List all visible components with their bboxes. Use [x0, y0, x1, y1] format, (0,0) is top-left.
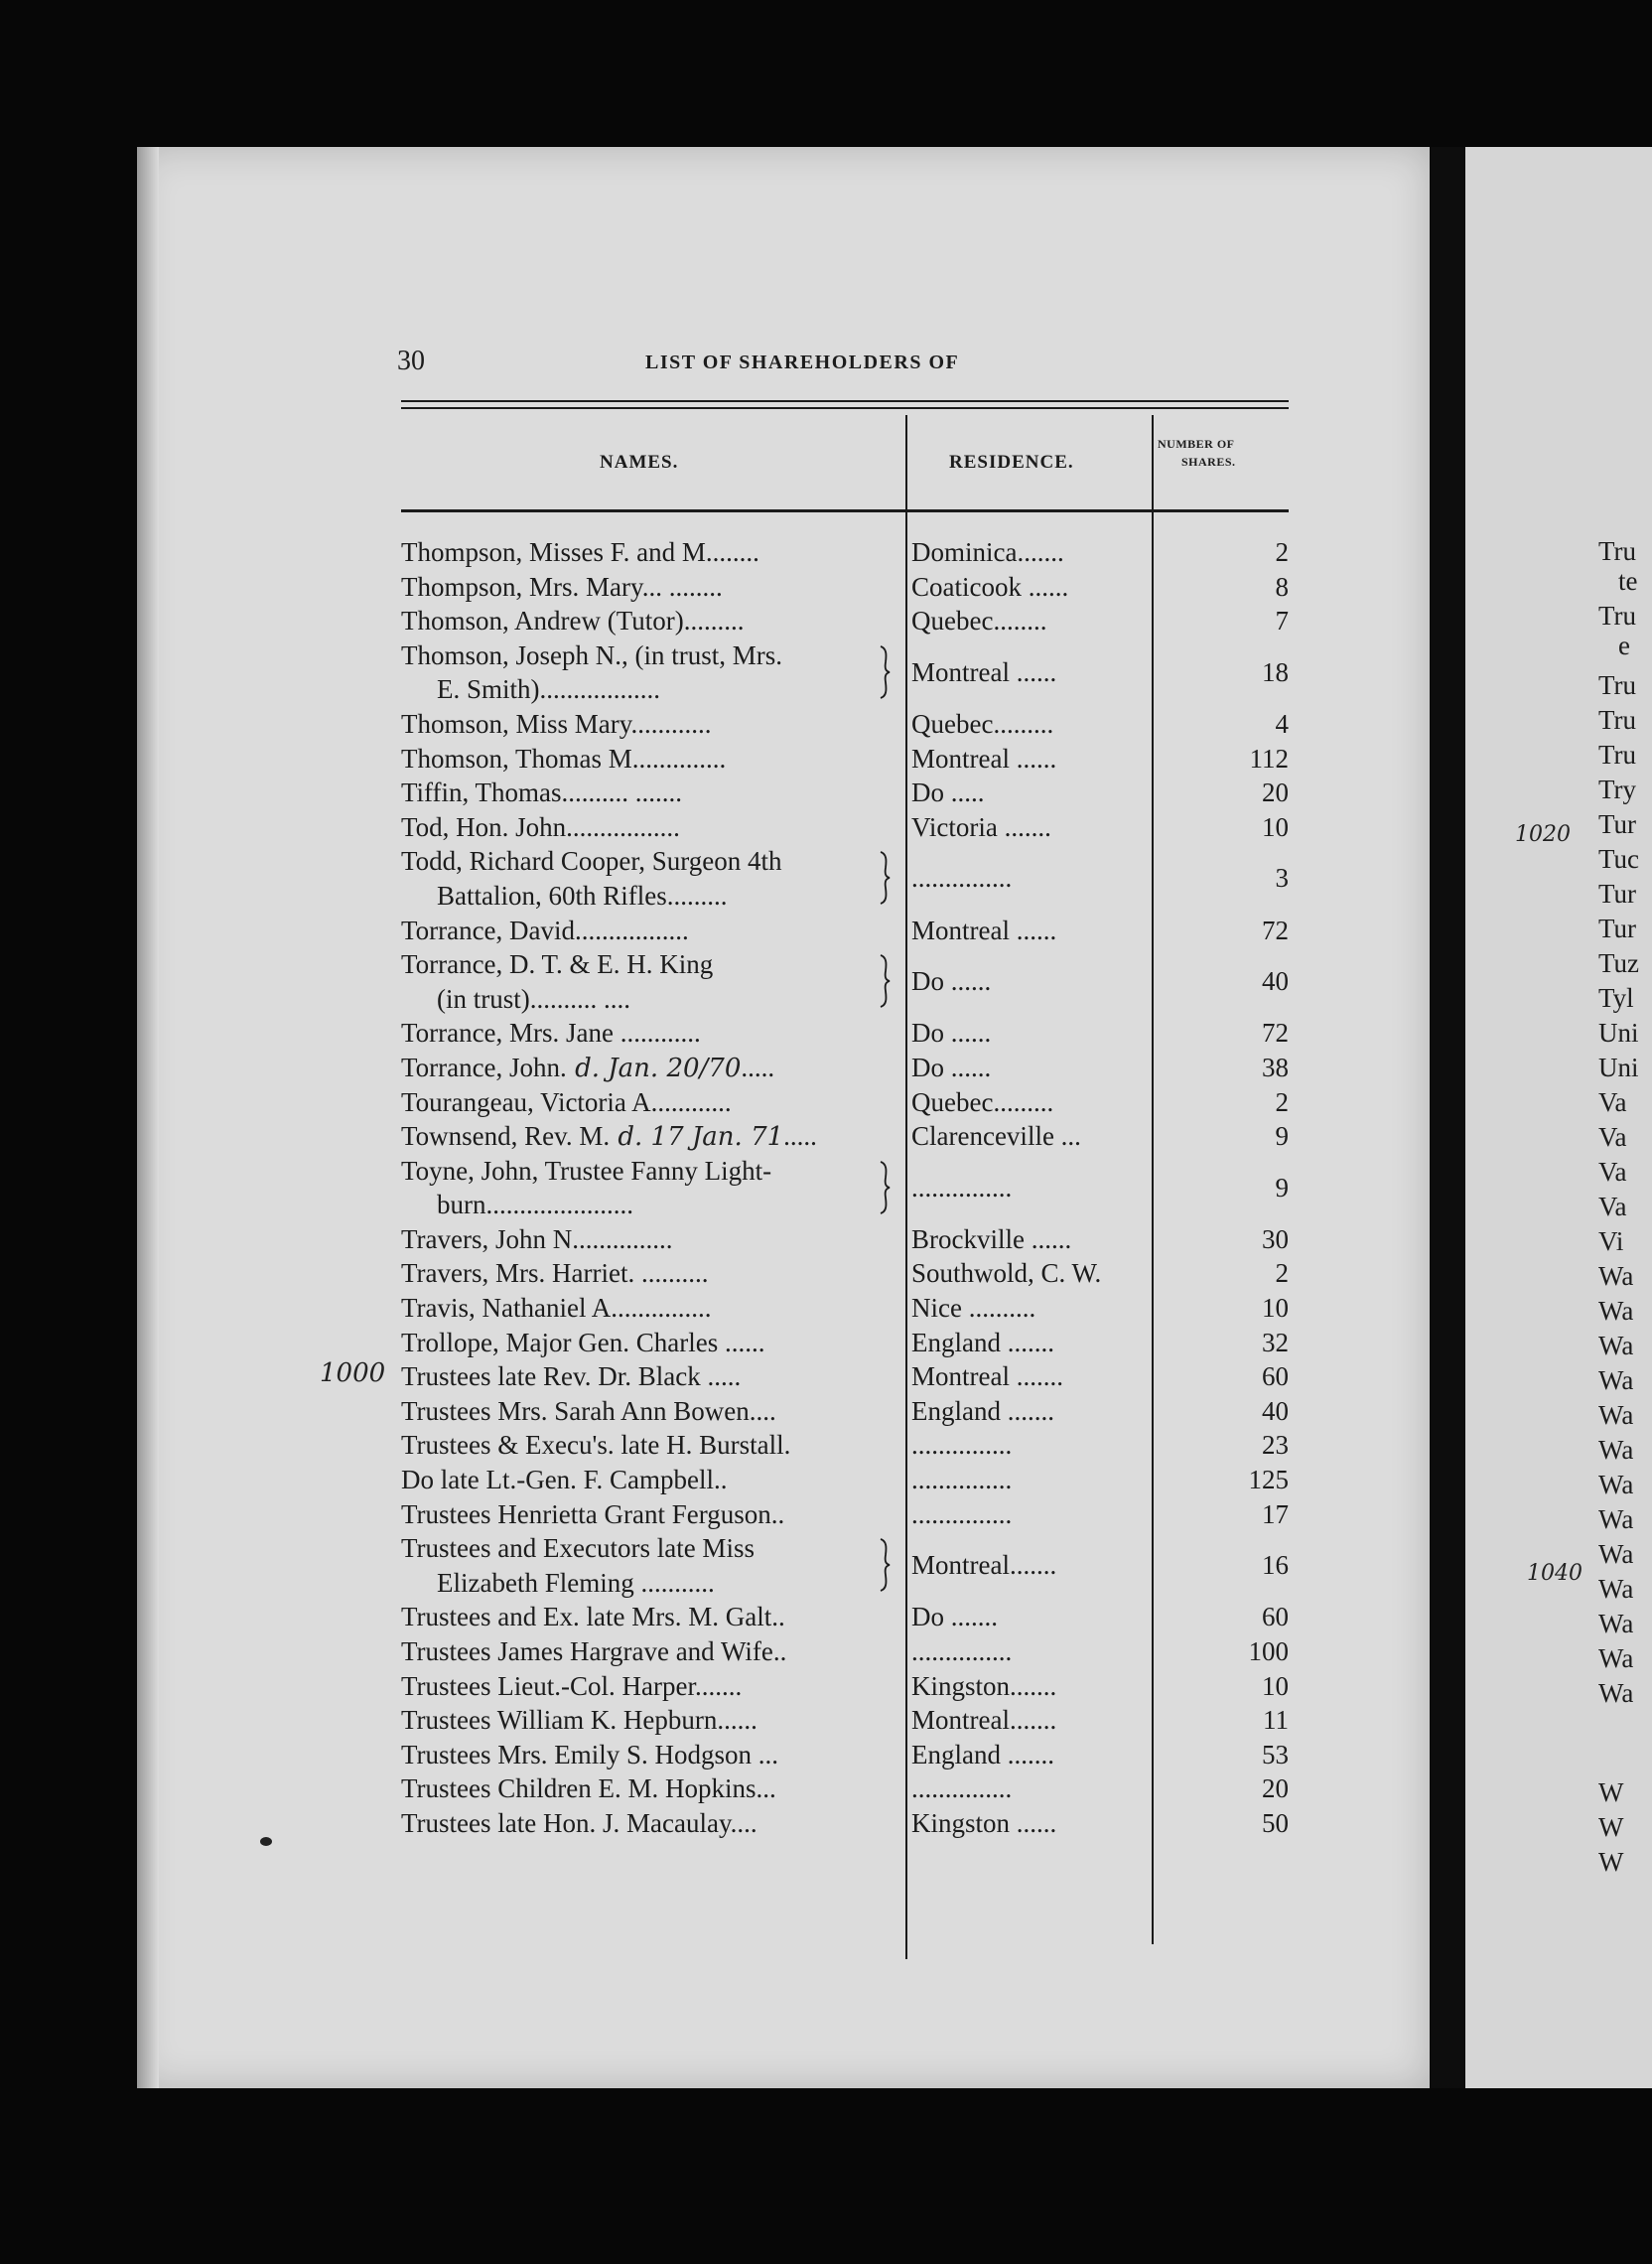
facing-page-fragment: Wa [1598, 1539, 1634, 1569]
name-text: Thompson, Misses F. and M........ [401, 537, 759, 567]
shareholder-name [401, 1703, 905, 1738]
table-row [397, 1154, 1291, 1222]
facing-page-fragment: Vi [1598, 1226, 1624, 1256]
residence: Montreal....... [911, 1705, 1057, 1736]
facing-page-fragment: W [1598, 1847, 1624, 1877]
table-row [397, 844, 1291, 913]
facing-page-fragment: Wa [1598, 1365, 1634, 1395]
residence: ............... [911, 1172, 1013, 1203]
number-of-shares: 125 [1248, 1465, 1289, 1495]
table-row [397, 1085, 1291, 1120]
page-header [397, 346, 1287, 385]
name-text: Torrance, David................. [401, 915, 689, 945]
table-row [397, 1291, 1291, 1326]
facing-page-fragment: Try [1598, 775, 1637, 804]
shareholder-name [401, 1428, 905, 1463]
facing-page-fragment: Wa [1598, 1261, 1634, 1291]
shareholder-name [401, 1806, 905, 1841]
shareholder-name [401, 1669, 905, 1704]
book-gutter [1430, 147, 1465, 2088]
shareholder-name [401, 1256, 905, 1291]
header-rule-top [401, 400, 1289, 402]
shareholder-name [401, 1497, 905, 1532]
shareholder-name [401, 1634, 905, 1669]
table-row [397, 947, 1291, 1016]
shareholder-name [401, 844, 905, 913]
name-text: Travers, John N............... [401, 1223, 673, 1254]
page-edge-shadow [137, 147, 159, 2088]
residence: Coaticook ...... [911, 571, 1069, 602]
facing-page-fragment: Tru [1598, 740, 1637, 770]
facing-page-fragment: Tru [1598, 705, 1637, 735]
shareholder-name [401, 638, 905, 707]
name-text: Trustees Lieut.-Col. Harper....... [401, 1670, 743, 1701]
facing-page-fragment: Tru [1598, 670, 1637, 700]
table-row [397, 1394, 1291, 1429]
name-continuation: (in trust).......... .... [437, 983, 630, 1014]
name-text: Tod, Hon. John................. [401, 811, 680, 842]
number-of-shares: 10 [1262, 1670, 1289, 1701]
number-of-shares: 9 [1275, 1121, 1289, 1152]
table-row [397, 1016, 1291, 1051]
residence: ............... [911, 1465, 1013, 1495]
facing-page-fragment: Wa [1598, 1470, 1634, 1499]
table-row [397, 1359, 1291, 1394]
residence: England ....... [911, 1739, 1054, 1769]
number-of-shares: 23 [1262, 1430, 1289, 1461]
residence: Dominica....... [911, 537, 1064, 567]
name-leader-dots: ..... [741, 1052, 775, 1082]
number-of-shares: 40 [1262, 1395, 1289, 1426]
shareholder-name [401, 776, 905, 810]
residence: Clarenceville ... [911, 1121, 1081, 1152]
residence: Quebec......... [911, 1086, 1054, 1117]
facing-page-fragment: Tru [1598, 536, 1637, 566]
shareholder-name [401, 1154, 905, 1222]
shareholder-name [401, 535, 905, 570]
table-row [397, 810, 1291, 845]
facing-page-fragment: Wa [1598, 1574, 1634, 1604]
facing-page-fragment: Wa [1598, 1435, 1634, 1465]
shareholder-name [401, 707, 905, 742]
facing-page-fragment: Wa [1598, 1643, 1634, 1673]
table-row [397, 638, 1291, 707]
handwritten-annotation: d. 17 Jan. 71 [610, 1122, 784, 1153]
number-of-shares: 3 [1275, 863, 1289, 894]
name-text: Trustees William K. Hepburn...... [401, 1705, 757, 1736]
residence: England ....... [911, 1327, 1054, 1357]
shareholder-name [401, 604, 905, 638]
facing-page-fragment: Tyl [1598, 983, 1634, 1013]
name-text: Thomson, Andrew (Tutor)......... [401, 606, 745, 637]
residence: Do ..... [911, 778, 985, 808]
name-text: Thompson, Mrs. Mary... ........ [401, 571, 723, 602]
facing-page-fragment: Wa [1598, 1296, 1634, 1326]
name-continuation: Battalion, 60th Rifles......... [437, 880, 728, 911]
shareholder-name [401, 1291, 905, 1326]
column-header-shares-line2: SHARES. [1181, 455, 1236, 469]
facing-page-fragment: Tuz [1598, 948, 1640, 978]
residence: ............... [911, 863, 1013, 894]
name-text: Trustees late Hon. J. Macaulay.... [401, 1807, 757, 1838]
shareholder-name [401, 914, 905, 948]
number-of-shares: 30 [1262, 1223, 1289, 1254]
column-header-shares-line1: NUMBER OF [1158, 437, 1235, 451]
table-row [397, 914, 1291, 948]
residence: Kingston....... [911, 1670, 1057, 1701]
running-title: LIST OF SHAREHOLDERS OF [645, 352, 960, 373]
margin-note-right-1: 1020 [1515, 822, 1571, 847]
facing-page-fragment: Tur [1598, 879, 1637, 909]
table-row [397, 707, 1291, 742]
name-text: Trustees and Ex. late Mrs. M. Galt.. [401, 1602, 785, 1632]
residence: Nice .......... [911, 1293, 1036, 1324]
name-text: Toyne, John, Trustee Fanny Light- [401, 1155, 772, 1186]
name-leader-dots: ..... [783, 1121, 817, 1152]
number-of-shares: 16 [1262, 1550, 1289, 1581]
header-rule-bottom [401, 407, 1289, 409]
number-of-shares: 50 [1262, 1807, 1289, 1838]
table-row [397, 1738, 1291, 1772]
number-of-shares: 72 [1262, 1018, 1289, 1049]
table-row [397, 1428, 1291, 1463]
shareholder-name [401, 947, 905, 1016]
facing-page-fragment: Tuc [1598, 844, 1640, 874]
table-row [397, 1119, 1291, 1154]
shareholder-name [401, 570, 905, 605]
number-of-shares: 4 [1275, 708, 1289, 739]
residence: Do ...... [911, 1018, 992, 1049]
number-of-shares: 60 [1262, 1361, 1289, 1392]
shareholder-name [401, 810, 905, 845]
table-row [397, 1326, 1291, 1360]
residence: Southwold, C. W. [911, 1258, 1102, 1289]
name-text: Thomson, Joseph N., (in trust, Mrs. [401, 639, 782, 670]
residence: Quebec........ [911, 606, 1047, 637]
table-row [397, 1256, 1291, 1291]
name-text: Do late Lt.-Gen. F. Campbell.. [401, 1465, 728, 1495]
shareholder-name [401, 1326, 905, 1360]
name-continuation: Elizabeth Fleming ........... [437, 1567, 715, 1598]
shareholder-name [401, 1222, 905, 1257]
number-of-shares: 11 [1263, 1705, 1289, 1736]
shareholder-name [401, 1738, 905, 1772]
number-of-shares: 2 [1275, 537, 1289, 567]
name-text: Trustees Henrietta Grant Ferguson.. [401, 1498, 785, 1529]
number-of-shares: 72 [1262, 915, 1289, 945]
number-of-shares: 40 [1262, 966, 1289, 997]
shareholder-name [401, 1600, 905, 1634]
number-of-shares: 112 [1249, 743, 1289, 774]
table-row [397, 535, 1291, 570]
number-of-shares: 7 [1275, 606, 1289, 637]
table-row [397, 604, 1291, 638]
table-row [397, 1600, 1291, 1634]
number-of-shares: 38 [1262, 1052, 1289, 1082]
residence: Kingston ...... [911, 1807, 1057, 1838]
residence: Montreal ...... [911, 743, 1057, 774]
name-text: Thomson, Miss Mary............ [401, 708, 712, 739]
name-text: Trustees James Hargrave and Wife.. [401, 1636, 787, 1666]
name-continuation: burn...................... [437, 1190, 633, 1220]
number-of-shares: 8 [1275, 571, 1289, 602]
residence: ............... [911, 1498, 1013, 1529]
name-text: Townsend, Rev. M. [401, 1121, 611, 1152]
facing-page-fragment: Wa [1598, 1504, 1634, 1534]
name-text: Trustees and Executors late Miss [401, 1533, 755, 1564]
shareholder-name [401, 1531, 905, 1600]
table-row [397, 1771, 1291, 1806]
residence: Do ....... [911, 1602, 998, 1632]
residence: Montreal ...... [911, 915, 1057, 945]
table-row [397, 1497, 1291, 1532]
shareholder-name [401, 1359, 905, 1394]
column-header-residence: RESIDENCE. [949, 452, 1074, 473]
facing-page-fragment: Wa [1598, 1609, 1634, 1638]
name-text: Trollope, Major Gen. Charles ...... [401, 1327, 765, 1357]
facing-page-fragment: Va [1598, 1122, 1627, 1152]
table-row [397, 1703, 1291, 1738]
facing-page-fragment: Wa [1598, 1331, 1634, 1360]
name-text: Torrance, John. [401, 1052, 567, 1082]
column-header-names: NAMES. [600, 452, 679, 473]
table-row [397, 742, 1291, 777]
residence: Do ...... [911, 966, 992, 997]
table-row [397, 776, 1291, 810]
number-of-shares: 2 [1275, 1258, 1289, 1289]
residence: ............... [911, 1430, 1013, 1461]
residence: Quebec......... [911, 708, 1054, 739]
page-number: 30 [397, 346, 425, 376]
name-text: Trustees & Execu's. late H. Burstall. [401, 1430, 791, 1461]
residence: Brockville ...... [911, 1223, 1072, 1254]
table-row [397, 1634, 1291, 1669]
name-text: Trustees Mrs. Sarah Ann Bowen.... [401, 1395, 776, 1426]
number-of-shares: 9 [1275, 1172, 1289, 1203]
facing-page-fragment: Tur [1598, 809, 1637, 839]
facing-page-fragment: Va [1598, 1192, 1627, 1221]
shareholder-name [401, 1463, 905, 1497]
table-row [397, 1669, 1291, 1704]
number-of-shares: 20 [1262, 1773, 1289, 1804]
shareholder-name [401, 1771, 905, 1806]
margin-note-left: 1000 [320, 1358, 386, 1388]
number-of-shares: 53 [1262, 1739, 1289, 1769]
number-of-shares: 10 [1262, 1293, 1289, 1324]
name-text: Todd, Richard Cooper, Surgeon 4th [401, 846, 782, 877]
number-of-shares: 2 [1275, 1086, 1289, 1117]
facing-page-fragment: W [1598, 1812, 1624, 1842]
name-text: Thomson, Thomas M.............. [401, 743, 727, 774]
number-of-shares: 20 [1262, 778, 1289, 808]
table-row [397, 1463, 1291, 1497]
table-row [397, 1531, 1291, 1600]
facing-page-fragment: Va [1598, 1157, 1627, 1187]
name-text: Torrance, Mrs. Jane ............ [401, 1018, 701, 1049]
shareholder-name [401, 1085, 905, 1120]
residence: Montreal ...... [911, 656, 1057, 687]
name-text: Travis, Nathaniel A............... [401, 1293, 712, 1324]
table-row [397, 1222, 1291, 1257]
shareholder-name [401, 1119, 905, 1154]
column-header-rule [401, 509, 1289, 512]
name-text: Trustees late Rev. Dr. Black ..... [401, 1361, 742, 1392]
shareholder-name [401, 1394, 905, 1429]
residence: Montreal....... [911, 1550, 1057, 1581]
residence: Victoria ....... [911, 811, 1051, 842]
residence: ............... [911, 1773, 1013, 1804]
residence: England ....... [911, 1395, 1054, 1426]
name-text: Trustees Children E. M. Hopkins... [401, 1773, 776, 1804]
facing-page-fragment: Uni [1598, 1053, 1639, 1082]
shareholder-name [401, 742, 905, 777]
residence: Montreal ....... [911, 1361, 1063, 1392]
handwritten-annotation: d. Jan. 20/70 [566, 1053, 742, 1083]
facing-page-fragment: Va [1598, 1087, 1627, 1117]
facing-page-fragment: Tru [1598, 601, 1637, 631]
facing-page-fragment: W [1598, 1777, 1624, 1807]
residence: ............... [911, 1636, 1013, 1666]
number-of-shares: 17 [1262, 1498, 1289, 1529]
number-of-shares: 18 [1262, 656, 1289, 687]
table-row [397, 1806, 1291, 1841]
table-row [397, 1051, 1291, 1085]
name-text: Trustees Mrs. Emily S. Hodgson ... [401, 1739, 779, 1769]
number-of-shares: 10 [1262, 811, 1289, 842]
name-text: Torrance, D. T. & E. H. King [401, 949, 714, 980]
name-text: Travers, Mrs. Harriet. .......... [401, 1258, 709, 1289]
name-text: Tiffin, Thomas.......... ....... [401, 778, 683, 808]
facing-page-fragment: Uni [1598, 1018, 1639, 1048]
residence: Do ...... [911, 1052, 992, 1082]
facing-page-fragment: Tur [1598, 914, 1637, 943]
table-row [397, 570, 1291, 605]
number-of-shares: 100 [1248, 1636, 1289, 1666]
number-of-shares: 32 [1262, 1327, 1289, 1357]
shareholder-name [401, 1016, 905, 1051]
facing-page-fragment: te [1618, 566, 1638, 596]
shareholder-table [397, 535, 1291, 1841]
name-continuation: E. Smith).................. [437, 674, 661, 705]
facing-page-fragment: Wa [1598, 1678, 1634, 1708]
number-of-shares: 60 [1262, 1602, 1289, 1632]
facing-page-fragment: e [1618, 631, 1630, 660]
margin-note-right-2: 1040 [1527, 1561, 1583, 1586]
facing-page-fragment: Wa [1598, 1400, 1634, 1430]
shareholder-name [401, 1051, 905, 1085]
ink-speck [260, 1837, 272, 1846]
name-text: Tourangeau, Victoria A............ [401, 1086, 732, 1117]
